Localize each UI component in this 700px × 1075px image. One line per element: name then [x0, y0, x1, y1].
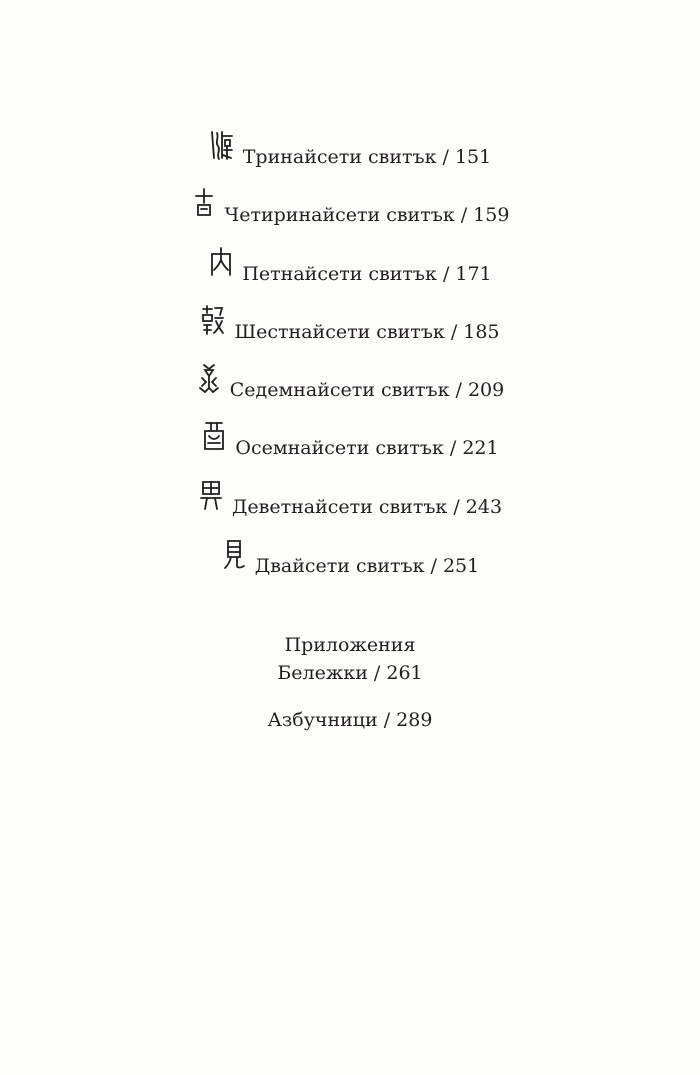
toc-entry-title: Петнайсети свитък / 171 [242, 263, 492, 285]
toc-entry[interactable] [0, 355, 700, 401]
toc-entry-title: Седемнайсети свитък / 209 [229, 379, 505, 401]
seal-script-glyph-icon [198, 478, 224, 512]
toc-entry-notes[interactable]: Бележки / 261 [277, 662, 423, 684]
toc-entry-title: Осемнайсети свитък / 221 [235, 437, 499, 459]
toc-entry-title: Деветнайсети свитък / 243 [231, 496, 503, 518]
seal-script-glyph-icon [200, 303, 226, 337]
toc-entry-title: Тринайсети свитък / 151 [242, 146, 492, 168]
toc-entry[interactable] [0, 180, 700, 226]
toc-entry[interactable] [0, 239, 700, 285]
toc-entry-title: Шестнайсети свитък / 185 [234, 321, 500, 343]
seal-script-glyph-icon [221, 537, 247, 571]
seal-script-glyph-icon [196, 361, 222, 395]
toc-entry[interactable] [0, 531, 700, 577]
toc-entry-title: Двайсети свитък / 251 [254, 555, 480, 577]
seal-script-glyph-icon [191, 186, 217, 220]
toc-entry-title: Четиринайсети свитък / 159 [224, 204, 510, 226]
toc-entry[interactable] [0, 472, 700, 518]
toc-entry[interactable] [0, 413, 700, 459]
seal-script-glyph-icon [208, 245, 234, 279]
toc-entry[interactable] [0, 122, 700, 168]
toc-entry-alphabets[interactable]: Азбучници / 289 [267, 709, 433, 731]
seal-script-glyph-icon [201, 419, 227, 453]
seal-script-glyph-icon [209, 128, 235, 162]
appendix-heading: Приложения [284, 634, 416, 656]
toc-entry[interactable] [0, 297, 700, 343]
